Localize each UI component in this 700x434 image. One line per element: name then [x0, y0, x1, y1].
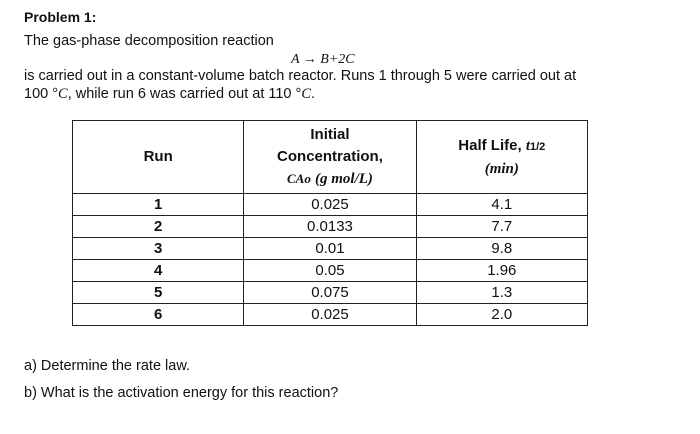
cell-half-life: 2.0	[416, 304, 587, 326]
header-conc-line2: Concentration,	[277, 148, 383, 165]
cell-half-life: 1.3	[416, 282, 587, 304]
description-line-2	[24, 86, 315, 103]
temp-2-unit: C	[301, 86, 311, 102]
cell-half-life: 1.96	[416, 260, 587, 282]
cell-run: 5	[73, 282, 244, 304]
header-conc-line1: Initial	[310, 126, 350, 143]
cell-concentration: 0.025	[244, 194, 416, 216]
temp-1-value: 100 °	[24, 86, 59, 102]
reaction-equation: A → B+2C	[291, 52, 355, 67]
table-row	[73, 304, 588, 326]
table-row	[73, 238, 588, 260]
problem-intro: The gas-phase decomposition reaction	[24, 33, 274, 49]
description-end: .	[311, 86, 316, 102]
cell-concentration: 0.025	[244, 304, 416, 326]
cell-concentration: 0.01	[244, 238, 416, 260]
header-half-line2	[417, 158, 587, 180]
header-half-line1	[417, 135, 587, 158]
question-b: b) What is the activation energy for this reaction?	[24, 385, 339, 401]
header-run-label: Run	[143, 148, 173, 165]
header-half-sub: 1/2	[529, 140, 546, 153]
description-line-1: is carried out in a constant-volume batch reactor. Runs 1 through 5 were carried out at	[24, 68, 577, 84]
cell-half-life: 7.7	[416, 216, 587, 238]
temp-1-unit: C	[58, 86, 68, 102]
header-half-life	[416, 121, 587, 194]
header-concentration	[244, 121, 416, 194]
header-run	[73, 121, 244, 194]
cell-run: 1	[73, 194, 244, 216]
cell-half-life: 9.8	[416, 238, 587, 260]
question-a: a) Determine the rate law.	[24, 358, 191, 374]
cell-concentration: 0.0133	[244, 216, 416, 238]
cell-half-life: 4.1	[416, 194, 587, 216]
header-half-units: (min)	[484, 160, 519, 177]
header-conc-line3	[244, 168, 415, 190]
table-row	[73, 282, 588, 304]
cell-concentration: 0.05	[244, 260, 416, 282]
description-mid: , while run 6 was carried out at 110 °	[67, 86, 302, 102]
table-row	[73, 194, 588, 216]
cell-run: 2	[73, 216, 244, 238]
table-header-row	[73, 121, 588, 194]
table-row	[73, 216, 588, 238]
problem-title: Problem 1:	[24, 9, 97, 25]
cell-concentration: 0.075	[244, 282, 416, 304]
data-table	[72, 120, 588, 326]
cell-run: 3	[73, 238, 244, 260]
header-half-label: Half Life,	[458, 136, 526, 154]
table-row	[73, 260, 588, 282]
header-half-symbol: t	[525, 137, 530, 154]
cell-run: 4	[73, 260, 244, 282]
header-conc-symbol: CAo	[287, 171, 311, 186]
cell-run: 6	[73, 304, 244, 326]
header-conc-units: (g mol/L)	[315, 171, 373, 187]
